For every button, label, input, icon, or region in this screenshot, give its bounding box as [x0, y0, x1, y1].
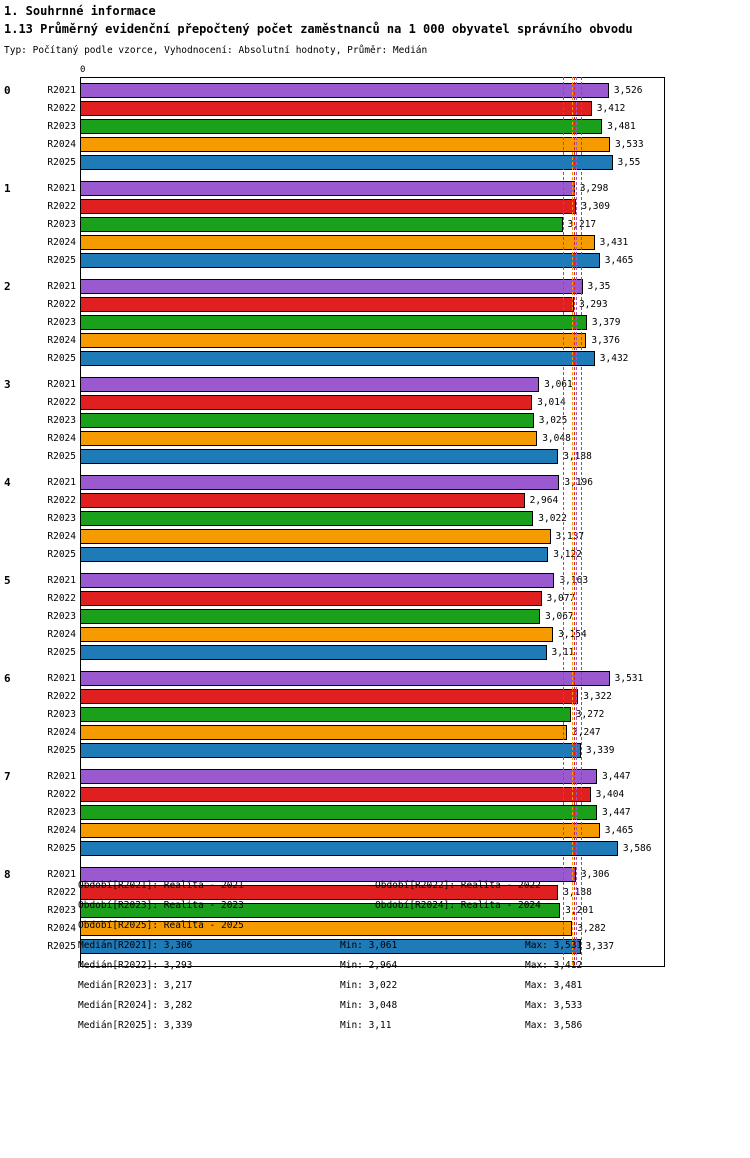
series-row-label: R2022: [47, 691, 76, 702]
max-r2021: Max: 3,531: [525, 940, 583, 951]
median-reference-line: [576, 77, 577, 965]
bar[interactable]: [80, 449, 558, 464]
bar[interactable]: [80, 199, 576, 214]
bar[interactable]: [80, 395, 532, 410]
group-label: 5: [4, 574, 11, 587]
stat-row-r2025: [0, 1020, 750, 1040]
series-row-label: R2025: [47, 451, 76, 462]
series-row-label: R2023: [47, 317, 76, 328]
bar[interactable]: [80, 377, 539, 392]
max-r2025: Max: 3,586: [525, 1020, 583, 1031]
legend-row: [0, 900, 750, 920]
bar[interactable]: [80, 493, 525, 508]
series-row-label: R2023: [47, 415, 76, 426]
bar[interactable]: [80, 769, 597, 784]
bar-value-label: 3,531: [614, 673, 644, 684]
bar-value-label: 3,201: [565, 905, 594, 916]
bar[interactable]: [80, 315, 587, 330]
bar[interactable]: [80, 155, 613, 170]
bar-value-label: 3,526: [613, 85, 643, 96]
series-row-label: R2025: [47, 255, 76, 266]
median-r2025: Medián[R2025]: 3,339: [78, 1020, 193, 1031]
bar[interactable]: [80, 573, 554, 588]
bar-value-label: 3,217: [567, 219, 597, 230]
series-row-label: R2024: [47, 727, 76, 738]
series-row-label: R2024: [47, 531, 76, 542]
bar-value-label: 3,293: [578, 299, 608, 310]
series-row-label: R2021: [47, 869, 76, 880]
bar-value-label: 3,247: [572, 727, 601, 738]
max-r2022: Max: 3,412: [525, 960, 583, 971]
bar-value-label: 3,447: [602, 807, 631, 818]
series-row-label: R2025: [47, 549, 76, 560]
series-row-label: R2021: [47, 575, 76, 586]
bar-value-label: 3,404: [595, 789, 625, 800]
min-r2025: Min: 3,11: [340, 1020, 392, 1031]
median-r2023: Medián[R2023]: 3,217: [78, 980, 193, 991]
series-row-label: R2025: [47, 843, 76, 854]
bar[interactable]: [80, 591, 542, 606]
bar-value-label: 3,533: [614, 139, 644, 150]
bar-value-label: 3,465: [604, 825, 634, 836]
series-row-label: R2023: [47, 807, 76, 818]
median-reference-line: [581, 77, 582, 965]
median-reference-line: [572, 77, 573, 965]
series-row-label: R2024: [47, 923, 76, 934]
series-row-label: R2023: [47, 905, 76, 916]
group-label: 4: [4, 476, 11, 489]
bar-value-label: 3,122: [553, 549, 582, 560]
bar[interactable]: [80, 431, 537, 446]
bar[interactable]: [80, 743, 581, 758]
max-r2024: Max: 3,533: [525, 1000, 583, 1011]
page-title: 1.13 Průměrný evidenční přepočtený počet zaměstnanců na 1 000 obyvatel správního obvodu: [4, 22, 633, 36]
bar-value-label: 3,272: [575, 709, 605, 720]
bar-value-label: 3,077: [546, 593, 576, 604]
bar[interactable]: [80, 137, 610, 152]
bar-value-label: 3,014: [537, 397, 566, 408]
series-row-label: R2021: [47, 673, 76, 684]
series-row-label: R2023: [47, 709, 76, 720]
min-r2022: Min: 2,964: [340, 960, 398, 971]
bar-value-label: 3,282: [577, 923, 606, 934]
x-axis-zero-tick: 0: [80, 65, 86, 75]
series-row-label: R2022: [47, 299, 76, 310]
bar[interactable]: [80, 83, 609, 98]
bar[interactable]: [80, 279, 583, 294]
series-row-label: R2024: [47, 139, 76, 150]
bar-value-label: 3,163: [559, 575, 589, 586]
chart-legend: [0, 880, 750, 1040]
group-label: 6: [4, 672, 11, 685]
bar[interactable]: [80, 475, 559, 490]
bar-value-label: 3,022: [538, 513, 567, 524]
series-row-label: R2021: [47, 379, 76, 390]
series-row-label: R2024: [47, 335, 76, 346]
bar-value-label: 3,025: [538, 415, 568, 426]
bar[interactable]: [80, 627, 553, 642]
series-row-label: R2023: [47, 611, 76, 622]
bar[interactable]: [80, 841, 618, 856]
median-r2022: Medián[R2022]: 3,293: [78, 960, 193, 971]
series-row-label: R2022: [47, 103, 76, 114]
min-r2021: Min: 3,061: [340, 940, 398, 951]
series-row-label: R2025: [47, 941, 76, 952]
series-row-label: R2022: [47, 887, 76, 898]
bar-value-label: 3,35: [587, 281, 611, 292]
median-reference-line: [574, 77, 575, 965]
series-row-label: R2021: [47, 85, 76, 96]
bar[interactable]: [80, 529, 551, 544]
bar-value-label: 3,061: [544, 379, 573, 390]
median-r2021: Medián[R2021]: 3,306: [78, 940, 193, 951]
bar-value-label: 3,048: [542, 433, 571, 444]
series-row-label: R2025: [47, 353, 76, 364]
bar-value-label: 3,067: [545, 611, 574, 622]
bar-value-label: 3,309: [581, 201, 610, 212]
plot-region: [80, 77, 665, 965]
chart-subtitle: Typ: Počítaný podle vzorce, Vyhodnocení: Absolutní hodnoty, Průměr: Medián: [4, 45, 428, 56]
group-label: 0: [4, 84, 11, 97]
group-label: 8: [4, 868, 11, 881]
legend-item-r2021: Období[R2021]: Realita - 2021: [78, 880, 244, 891]
bar[interactable]: [80, 253, 600, 268]
bar-value-label: 3,196: [564, 477, 593, 488]
bar[interactable]: [80, 689, 578, 704]
stat-row-r2021: [0, 940, 750, 960]
bar-value-label: 3,432: [599, 353, 629, 364]
bar[interactable]: [80, 725, 567, 740]
legend-item-r2022: Období[R2022]: Realita - 2022: [375, 880, 541, 891]
bar[interactable]: [80, 217, 563, 232]
series-row-label: R2022: [47, 495, 76, 506]
legend-row: [0, 880, 750, 900]
bar[interactable]: [80, 181, 575, 196]
series-row-label: R2021: [47, 281, 76, 292]
median-r2024: Medián[R2024]: 3,282: [78, 1000, 193, 1011]
bar-value-label: 3,154: [558, 629, 587, 640]
series-row-label: R2024: [47, 433, 76, 444]
series-row-label: R2022: [47, 593, 76, 604]
bar[interactable]: [80, 119, 602, 134]
bar-value-label: 3,447: [602, 771, 631, 782]
bar[interactable]: [80, 671, 610, 686]
series-row-label: R2024: [47, 825, 76, 836]
bar-value-label: 2,964: [529, 495, 559, 506]
series-row-label: R2025: [47, 647, 76, 658]
section-heading: 1. Souhrnné informace: [4, 4, 156, 18]
bar[interactable]: [80, 707, 571, 722]
group-label: 7: [4, 770, 11, 783]
group-label: 3: [4, 378, 11, 391]
bar-value-label: 3,298: [579, 183, 609, 194]
bar-value-label: 3,586: [622, 843, 652, 854]
series-row-label: R2023: [47, 219, 76, 230]
legend-item-r2023: Období[R2023]: Realita - 2023: [78, 900, 244, 911]
bar[interactable]: [80, 511, 533, 526]
series-row-label: R2022: [47, 397, 76, 408]
group-label: 2: [4, 280, 11, 293]
series-row-label: R2021: [47, 477, 76, 488]
median-reference-line: [563, 77, 564, 965]
series-row-label: R2023: [47, 513, 76, 524]
bar-value-label: 3,322: [583, 691, 612, 702]
series-row-label: R2024: [47, 629, 76, 640]
series-row-label: R2022: [47, 789, 76, 800]
series-row-label: R2022: [47, 201, 76, 212]
series-row-label: R2021: [47, 771, 76, 782]
bar[interactable]: [80, 609, 540, 624]
stat-row-r2024: [0, 1000, 750, 1020]
bar-value-label: 3,339: [585, 745, 615, 756]
bar[interactable]: [80, 101, 592, 116]
bar-value-label: 3,431: [599, 237, 629, 248]
bar-value-label: 3,465: [604, 255, 634, 266]
max-r2023: Max: 3,481: [525, 980, 583, 991]
bar-value-label: 3,337: [585, 941, 615, 952]
bar-value-label: 3,55: [617, 157, 641, 168]
bar[interactable]: [80, 823, 600, 838]
series-row-label: R2023: [47, 121, 76, 132]
bar-value-label: 3,412: [596, 103, 626, 114]
group-label: 1: [4, 182, 11, 195]
bar-value-label: 3,306: [580, 869, 610, 880]
bar-value-label: 3,137: [555, 531, 585, 542]
bar[interactable]: [80, 351, 595, 366]
series-row-label: R2024: [47, 237, 76, 248]
bar-value-label: 3,379: [591, 317, 621, 328]
bar[interactable]: [80, 787, 591, 802]
legend-item-r2025: Období[R2025]: Realita - 2025: [78, 920, 244, 931]
min-r2023: Min: 3,022: [340, 980, 398, 991]
series-row-label: R2025: [47, 157, 76, 168]
stat-row-r2023: [0, 980, 750, 1000]
legend-row: [0, 920, 750, 940]
series-row-label: R2021: [47, 183, 76, 194]
bar-value-label: 3,376: [591, 335, 620, 346]
bar[interactable]: [80, 413, 534, 428]
bar[interactable]: [80, 297, 574, 312]
bar[interactable]: [80, 235, 595, 250]
bar[interactable]: [80, 547, 548, 562]
bar-value-label: 3,188: [563, 887, 592, 898]
legend-item-r2024: Období[R2024]: Realita - 2024: [375, 900, 541, 911]
bar-value-label: 3,481: [607, 121, 636, 132]
min-r2024: Min: 3,048: [340, 1000, 398, 1011]
bar[interactable]: [80, 645, 547, 660]
bar[interactable]: [80, 805, 597, 820]
stat-row-r2022: [0, 960, 750, 980]
series-row-label: R2025: [47, 745, 76, 756]
bar-value-label: 3,11: [551, 647, 575, 658]
bar-value-label: 3,188: [563, 451, 592, 462]
bar[interactable]: [80, 333, 586, 348]
